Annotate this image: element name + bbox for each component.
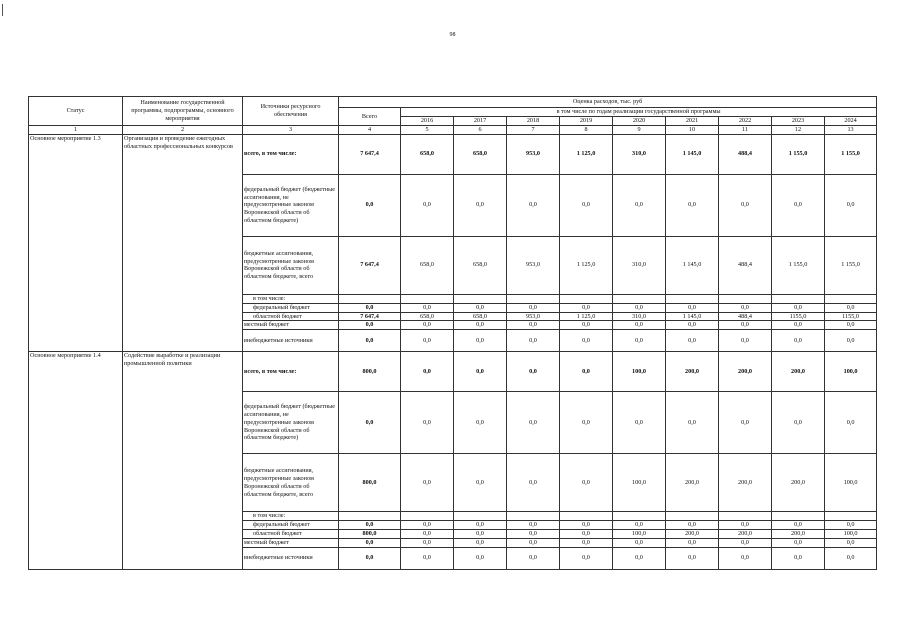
column-number: 13	[825, 126, 877, 135]
header-year: 2022	[719, 117, 772, 126]
total-value: 0,0	[339, 321, 401, 330]
year-value: 200,0	[719, 352, 772, 392]
year-value: 0,0	[560, 521, 613, 530]
total-value: 7 647,4	[339, 312, 401, 321]
year-value: 100,0	[825, 530, 877, 539]
year-value	[507, 294, 560, 303]
year-value: 658,0	[401, 312, 454, 321]
year-value: 0,0	[507, 530, 560, 539]
column-number: 4	[339, 126, 401, 135]
header-source: Источники ресурсного обеспечения	[243, 97, 339, 126]
year-value: 0,0	[507, 454, 560, 512]
scan-mark	[2, 4, 3, 16]
header-total: Всего	[339, 108, 401, 126]
table-row	[29, 134, 877, 174]
year-value: 0,0	[560, 352, 613, 392]
year-value: 658,0	[401, 134, 454, 174]
header-year: 2019	[560, 117, 613, 126]
year-value	[613, 294, 666, 303]
source-label: всего, в том числе:	[243, 352, 339, 392]
year-value: 0,0	[454, 547, 507, 569]
source-label: федеральный бюджет	[243, 521, 339, 530]
year-value: 0,0	[401, 538, 454, 547]
year-value: 0,0	[719, 330, 772, 352]
source-label: бюджетные ассигнования, предусмотренные законом Воронежской области об областном бюджете, всего	[243, 236, 339, 294]
header-name: Наименование государственной программы, подпрограммы, основного мероприятия	[123, 97, 243, 126]
year-value: 200,0	[666, 454, 719, 512]
year-value	[613, 512, 666, 521]
year-value: 100,0	[613, 454, 666, 512]
year-value: 200,0	[666, 530, 719, 539]
year-value: 0,0	[772, 330, 825, 352]
year-value: 0,0	[825, 303, 877, 312]
header-year: 2016	[401, 117, 454, 126]
measure-name-cell: Содействие выработке и реализации промышленной политики	[123, 352, 243, 570]
year-value: 0,0	[719, 538, 772, 547]
year-value: 953,0	[507, 134, 560, 174]
header-status: Статус	[29, 97, 123, 126]
source-label: в том числе:	[243, 512, 339, 521]
year-value: 100,0	[613, 530, 666, 539]
year-value: 100,0	[825, 454, 877, 512]
year-value: 1 155,0	[825, 134, 877, 174]
page-number: 98	[449, 32, 456, 38]
year-value: 200,0	[719, 454, 772, 512]
year-value: 0,0	[772, 321, 825, 330]
column-number: 9	[613, 126, 666, 135]
source-label: местный бюджет	[243, 538, 339, 547]
year-value: 0,0	[772, 303, 825, 312]
source-label: внебюджетные источники	[243, 547, 339, 569]
source-label: федеральный бюджет (бюджетные ассигнования, не предусмотренные законом Воронежской области об областном бюджете)	[243, 392, 339, 454]
year-value: 0,0	[613, 521, 666, 530]
table-body	[29, 134, 877, 569]
year-value: 0,0	[507, 547, 560, 569]
year-value: 0,0	[666, 174, 719, 236]
year-value: 310,0	[613, 236, 666, 294]
total-value	[339, 512, 401, 521]
year-value: 0,0	[507, 321, 560, 330]
year-value: 1155,0	[825, 312, 877, 321]
total-value: 0,0	[339, 521, 401, 530]
year-value: 200,0	[772, 352, 825, 392]
year-value: 0,0	[401, 352, 454, 392]
year-value: 658,0	[454, 236, 507, 294]
year-value: 0,0	[666, 392, 719, 454]
year-value	[454, 294, 507, 303]
year-value: 1 125,0	[560, 312, 613, 321]
header-year: 2018	[507, 117, 560, 126]
year-value: 0,0	[825, 392, 877, 454]
year-value: 1 155,0	[772, 236, 825, 294]
source-label: областной бюджет	[243, 312, 339, 321]
year-value: 0,0	[454, 392, 507, 454]
header-year: 2021	[666, 117, 719, 126]
total-value: 7 647,4	[339, 236, 401, 294]
year-value: 0,0	[560, 174, 613, 236]
year-value: 0,0	[401, 174, 454, 236]
year-value: 0,0	[613, 538, 666, 547]
total-value: 7 647,4	[339, 134, 401, 174]
total-value: 800,0	[339, 530, 401, 539]
year-value: 0,0	[401, 330, 454, 352]
year-value	[666, 294, 719, 303]
column-number: 7	[507, 126, 560, 135]
year-value: 200,0	[772, 454, 825, 512]
column-number: 6	[454, 126, 507, 135]
year-value: 0,0	[772, 538, 825, 547]
source-label: областной бюджет	[243, 530, 339, 539]
year-value	[507, 512, 560, 521]
year-value: 0,0	[666, 303, 719, 312]
year-value: 100,0	[613, 352, 666, 392]
year-value: 488,4	[719, 312, 772, 321]
year-value: 0,0	[719, 392, 772, 454]
total-value: 0,0	[339, 392, 401, 454]
year-value: 0,0	[507, 303, 560, 312]
year-value: 0,0	[560, 330, 613, 352]
header-year: 2020	[613, 117, 666, 126]
year-value: 0,0	[454, 321, 507, 330]
year-value: 0,0	[401, 303, 454, 312]
column-number: 10	[666, 126, 719, 135]
year-value: 0,0	[772, 174, 825, 236]
source-label: внебюджетные источники	[243, 330, 339, 352]
year-value: 310,0	[613, 134, 666, 174]
year-value	[825, 512, 877, 521]
year-value: 0,0	[454, 352, 507, 392]
year-value: 0,0	[401, 392, 454, 454]
year-value: 0,0	[825, 521, 877, 530]
table-header	[29, 97, 877, 135]
year-value: 100,0	[825, 352, 877, 392]
column-number: 5	[401, 126, 454, 135]
year-value: 0,0	[613, 330, 666, 352]
measure-name-cell: Организация и проведение ежегодных областных профессиональных конкурсов	[123, 134, 243, 352]
year-value: 0,0	[666, 538, 719, 547]
total-value: 0,0	[339, 303, 401, 312]
year-value: 0,0	[454, 521, 507, 530]
year-value: 0,0	[454, 538, 507, 547]
header-year: 2017	[454, 117, 507, 126]
year-value: 0,0	[613, 321, 666, 330]
status-cell: Основное мероприятие 1.3	[29, 134, 123, 352]
year-value: 0,0	[666, 330, 719, 352]
year-value: 0,0	[454, 174, 507, 236]
year-value	[772, 294, 825, 303]
year-value	[719, 294, 772, 303]
year-value: 0,0	[666, 321, 719, 330]
year-value: 1 155,0	[825, 236, 877, 294]
year-value: 0,0	[719, 303, 772, 312]
year-value: 488,4	[719, 134, 772, 174]
year-value: 0,0	[613, 303, 666, 312]
header-by-years: в том числе по годам реализации государственной программы	[401, 108, 877, 117]
year-value: 0,0	[454, 530, 507, 539]
year-value: 0,0	[454, 454, 507, 512]
year-value	[560, 512, 613, 521]
year-value: 1155,0	[772, 312, 825, 321]
year-value: 0,0	[401, 321, 454, 330]
total-value: 0,0	[339, 330, 401, 352]
year-value: 0,0	[772, 521, 825, 530]
year-value: 1 145,0	[666, 236, 719, 294]
source-label: федеральный бюджет (бюджетные ассигнования, не предусмотренные законом Воронежской области об областном бюджете)	[243, 174, 339, 236]
year-value: 0,0	[560, 392, 613, 454]
total-value: 0,0	[339, 547, 401, 569]
year-value: 488,4	[719, 236, 772, 294]
year-value: 0,0	[666, 547, 719, 569]
year-value: 0,0	[401, 454, 454, 512]
year-value: 0,0	[666, 521, 719, 530]
year-value: 0,0	[507, 538, 560, 547]
year-value	[666, 512, 719, 521]
year-value: 0,0	[613, 547, 666, 569]
year-value: 0,0	[560, 321, 613, 330]
year-value: 0,0	[825, 174, 877, 236]
column-number: 2	[123, 126, 243, 135]
year-value: 0,0	[719, 521, 772, 530]
total-value: 0,0	[339, 538, 401, 547]
year-value: 0,0	[454, 330, 507, 352]
year-value: 0,0	[825, 538, 877, 547]
column-number: 12	[772, 126, 825, 135]
source-label: всего, в том числе:	[243, 134, 339, 174]
total-value	[339, 294, 401, 303]
budget-table	[28, 96, 877, 570]
year-value: 1 145,0	[666, 312, 719, 321]
total-value: 800,0	[339, 352, 401, 392]
year-value: 0,0	[507, 521, 560, 530]
year-value: 0,0	[719, 321, 772, 330]
year-value: 0,0	[613, 174, 666, 236]
year-value: 0,0	[613, 392, 666, 454]
year-value	[719, 512, 772, 521]
year-value: 0,0	[719, 174, 772, 236]
year-value	[401, 512, 454, 521]
year-value: 0,0	[560, 454, 613, 512]
year-value	[772, 512, 825, 521]
year-value	[825, 294, 877, 303]
year-value: 0,0	[772, 392, 825, 454]
header-estimate: Оценка расходов, тыс. руб	[339, 97, 877, 108]
total-value: 800,0	[339, 454, 401, 512]
year-value: 658,0	[454, 312, 507, 321]
year-value	[560, 294, 613, 303]
total-value: 0,0	[339, 174, 401, 236]
year-value: 0,0	[825, 330, 877, 352]
source-label: в том числе:	[243, 294, 339, 303]
column-number: 3	[243, 126, 339, 135]
year-value: 1 145,0	[666, 134, 719, 174]
year-value: 0,0	[772, 547, 825, 569]
year-value: 953,0	[507, 312, 560, 321]
source-label: местный бюджет	[243, 321, 339, 330]
column-number: 8	[560, 126, 613, 135]
year-value: 1 125,0	[560, 236, 613, 294]
year-value: 0,0	[507, 330, 560, 352]
year-value: 200,0	[719, 530, 772, 539]
status-cell: Основное мероприятие 1.4	[29, 352, 123, 570]
year-value: 310,0	[613, 312, 666, 321]
year-value: 658,0	[401, 236, 454, 294]
table-row	[29, 352, 877, 392]
year-value: 1 125,0	[560, 134, 613, 174]
year-value: 200,0	[666, 352, 719, 392]
year-value: 0,0	[560, 303, 613, 312]
year-value: 0,0	[560, 538, 613, 547]
year-value: 0,0	[507, 352, 560, 392]
year-value: 200,0	[772, 530, 825, 539]
source-label: федеральный бюджет	[243, 303, 339, 312]
year-value: 0,0	[560, 547, 613, 569]
year-value: 0,0	[401, 521, 454, 530]
year-value: 0,0	[401, 547, 454, 569]
year-value: 0,0	[401, 530, 454, 539]
header-year: 2023	[772, 117, 825, 126]
column-number: 1	[29, 126, 123, 135]
year-value: 953,0	[507, 236, 560, 294]
year-value: 1 155,0	[772, 134, 825, 174]
year-value: 0,0	[454, 303, 507, 312]
year-value: 0,0	[825, 547, 877, 569]
year-value: 0,0	[507, 174, 560, 236]
year-value: 0,0	[825, 321, 877, 330]
year-value	[454, 512, 507, 521]
year-value: 0,0	[507, 392, 560, 454]
year-value: 0,0	[719, 547, 772, 569]
column-number: 11	[719, 126, 772, 135]
year-value	[401, 294, 454, 303]
year-value: 658,0	[454, 134, 507, 174]
source-label: бюджетные ассигнования, предусмотренные законом Воронежской области об областном бюджете, всего	[243, 454, 339, 512]
year-value: 0,0	[560, 530, 613, 539]
header-year: 2024	[825, 117, 877, 126]
